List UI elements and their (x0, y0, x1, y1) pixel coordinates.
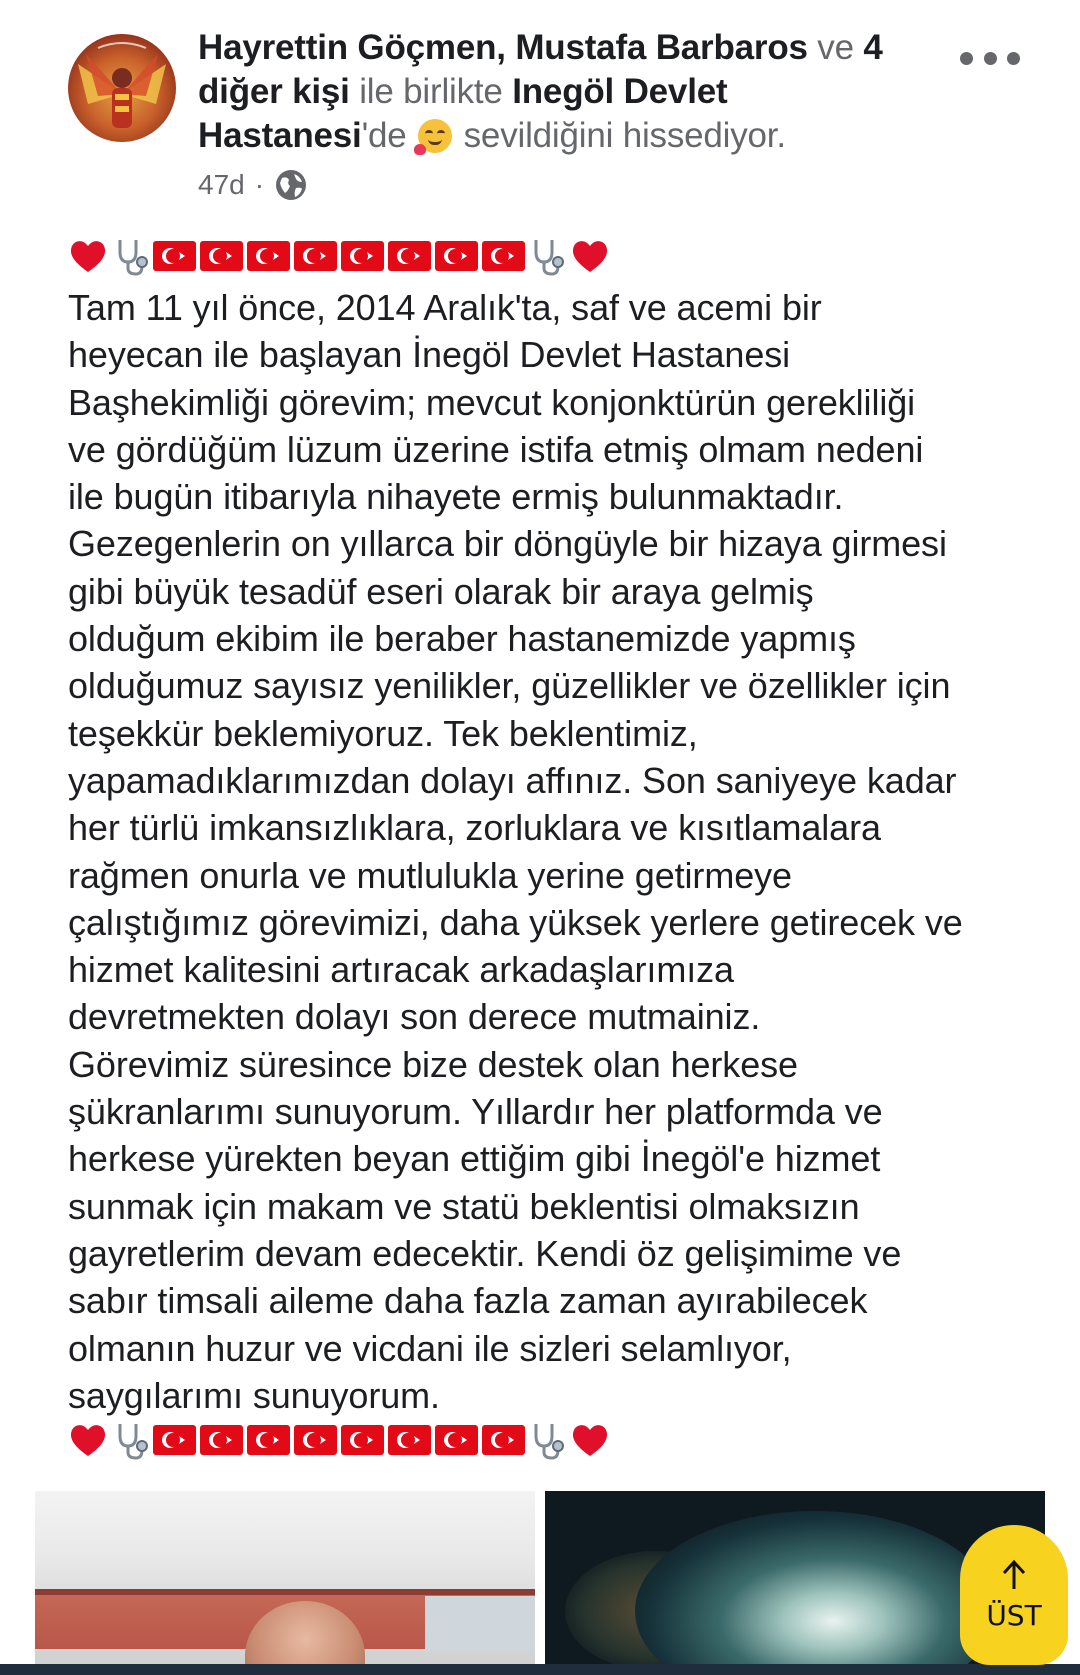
tagged-person[interactable]: Mustafa Barbaros (515, 28, 808, 67)
photo-sign (425, 1596, 535, 1651)
photo-light (635, 1511, 995, 1675)
turkey-flag-icon (482, 241, 525, 271)
post-photo-1[interactable] (35, 1491, 535, 1675)
place-suffix: 'de (361, 116, 407, 155)
post-body-text: Tam 11 yıl önce, 2014 Aralık'ta, saf ve acemi bir heyecan ile başlayan İnegöl Devlet Hastanesi Başhekimliği görevim; mevcut konjonktürün gerekliliği ve gördüğüm lüzum üzerine istifa etmiş olmam nedeni ile bugün itibarıyla nihayete ermiş bulunmaktadır. Gezegenlerin on yıllarca bir döngüyle bir hizaya girmesi gibi büyük tesadüf eseri olarak bir araya gelmiş olduğum ekibim ile beraber hastanemizde yapmış olduğumuz sayısız yenilikler, güzellikler ve özellikler için teşekkür beklemiyoruz. Tek beklentimiz, yapamadıklarımızdan dolayı affınız. Son saniyeye kadar her türlü imkansızlıklara, zorluklara ve kısıtlamalara rağmen onurla ve mutlulukla yerine getirmeye çalıştığımız görevimizi, daha yüksek yerlere getirecek ve hizmet kalitesini artıracak arkadaşlarımıza devretmekten dolayı son derece mutmainiz. Görevimiz süresince bize destek olan herkese şükranlarımı sunuyorum. Yıllardır her platformda ve herkese yürekten beyan ettiğim gibi İnegöl'e hizmet sunmak için makam ve statü beklentisi olmaksızın gayretlerim devam edecektir. Kendi öz gelişimime ve sabır timsali aileme daha fazla zaman ayırabilecek olmanın huzur ve vicdani ile sizleri selamlıyor, saygılarımı sunuyorum. (68, 287, 963, 1416)
scroll-top-button[interactable] (960, 1525, 1068, 1665)
arrow-up-icon (1000, 1559, 1028, 1591)
turkey-flag-icon (247, 241, 290, 271)
stethoscope-icon (528, 1418, 566, 1462)
meta-dot: · (254, 169, 265, 200)
post-time[interactable]: 47d (198, 169, 245, 200)
scroll-top-label: ÜST (986, 1598, 1042, 1632)
with-text: ile birlikte (349, 72, 513, 111)
red-heart-icon (568, 234, 612, 278)
turkey-flag-icon (341, 241, 384, 271)
red-heart-icon (66, 234, 110, 278)
red-heart-icon (66, 1418, 110, 1462)
emoji-row-top (66, 234, 612, 278)
stethoscope-icon (112, 234, 150, 278)
stethoscope-icon (528, 234, 566, 278)
more-options-icon[interactable] (960, 38, 1020, 78)
turkey-flag-icon (341, 1425, 384, 1455)
emoji-row-bottom (66, 1418, 612, 1462)
avatar-image (68, 34, 176, 142)
author-avatar[interactable] (68, 34, 176, 142)
turkey-flag-icon (200, 1425, 243, 1455)
bottom-bar (0, 1664, 1080, 1675)
turkey-flag-icon (435, 241, 478, 271)
turkey-flag-icon (388, 241, 431, 271)
turkey-flag-icon (153, 241, 196, 271)
name-separator: , (496, 28, 516, 67)
stethoscope-icon (112, 1418, 150, 1462)
post-meta (198, 168, 308, 202)
red-heart-icon (568, 1418, 612, 1462)
place-link[interactable]: Inegöl Devlet Hastanesi (198, 72, 728, 155)
turkey-flag-icon (482, 1425, 525, 1455)
turkey-flag-icon (294, 241, 337, 271)
turkey-flag-icon (435, 1425, 478, 1455)
turkey-flag-icon (388, 1425, 431, 1455)
feeling-text: sevildiğini hissediyor. (454, 116, 786, 155)
turkey-flag-icon (247, 1425, 290, 1455)
others-link[interactable]: 4 diğer kişi (198, 28, 883, 111)
turkey-flag-icon (294, 1425, 337, 1455)
author-name[interactable]: Hayrettin Göçmen (198, 28, 497, 67)
turkey-flag-icon (153, 1425, 196, 1455)
and-text: ve (807, 28, 864, 67)
turkey-flag-icon (200, 241, 243, 271)
globe-icon[interactable] (274, 168, 308, 202)
smiling-face-with-hearts-icon (418, 119, 452, 153)
post-header (198, 26, 928, 158)
